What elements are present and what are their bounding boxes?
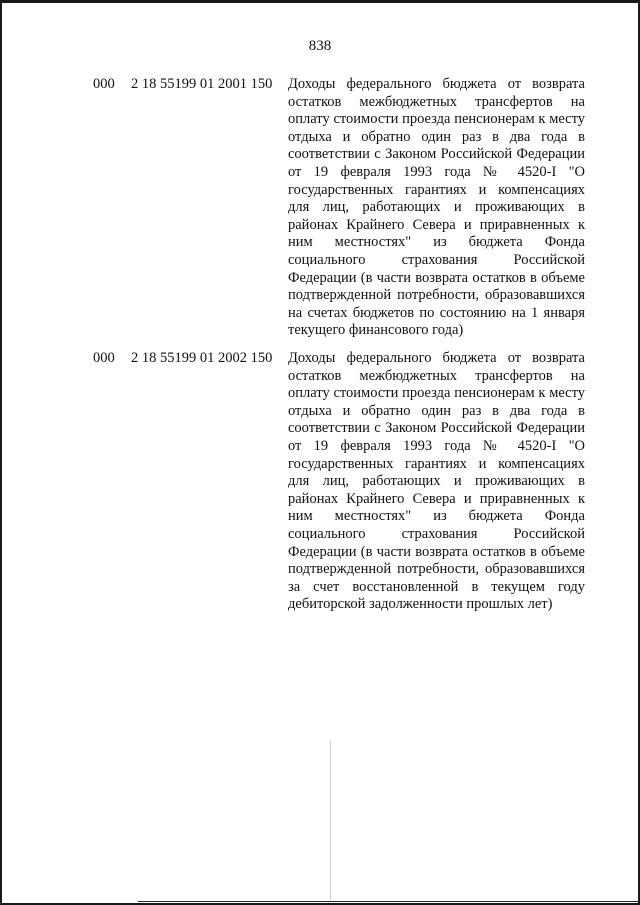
scan-border-top: [0, 0, 640, 3]
page-number: 838: [308, 38, 332, 54]
entry-description: Доходы федерального бюджета от возврата остатков межбюджетных трансфертов на оплату стоимости проезда пенсионерам к месту отдыха и обратно один раз в два года в соответствии с Законом Российской Федерации от 19 февраля 1993 года № 4520-I "О государственных гарантиях и компенсациях для лиц, работающих и проживающих в районах Крайнего Севера и приравненных к ним местностях" из бюджета Фонда социального страхования Российской Федерации (в части возврата остатков в объеме подтвержденной потребности, образовавшихся на счетах бюджетов по состоянию на 1 января текущего финансового года): [288, 76, 585, 339]
admin-code: 000: [93, 76, 115, 92]
budget-classification-code: 2 18 55199 01 2001 150: [131, 76, 273, 92]
entry-description: Доходы федерального бюджета от возврата остатков межбюджетных трансфертов на оплату стоимости проезда пенсионерам к месту отдыха и обратно один раз в два года в соответствии с Законом Российской Федерации от 19 февраля 1993 года № 4520-I "О государственных гарантиях и компенсациях для лиц, работающих и проживающих в районах Крайнего Севера и приравненных к ним местностях" из бюджета Фонда социального страхования Российской Федерации (в части возврата остатков в объеме подтвержденной потребности, образовавшихся за счет восстановленной в текущем году дебиторской задолженности прошлых лет): [288, 350, 585, 613]
scan-border-left: [0, 0, 2, 905]
scan-artifact-line: [330, 741, 331, 901]
bottom-rule: [138, 901, 638, 902]
admin-code: 000: [93, 350, 115, 366]
budget-classification-code: 2 18 55199 01 2002 150: [131, 350, 273, 366]
